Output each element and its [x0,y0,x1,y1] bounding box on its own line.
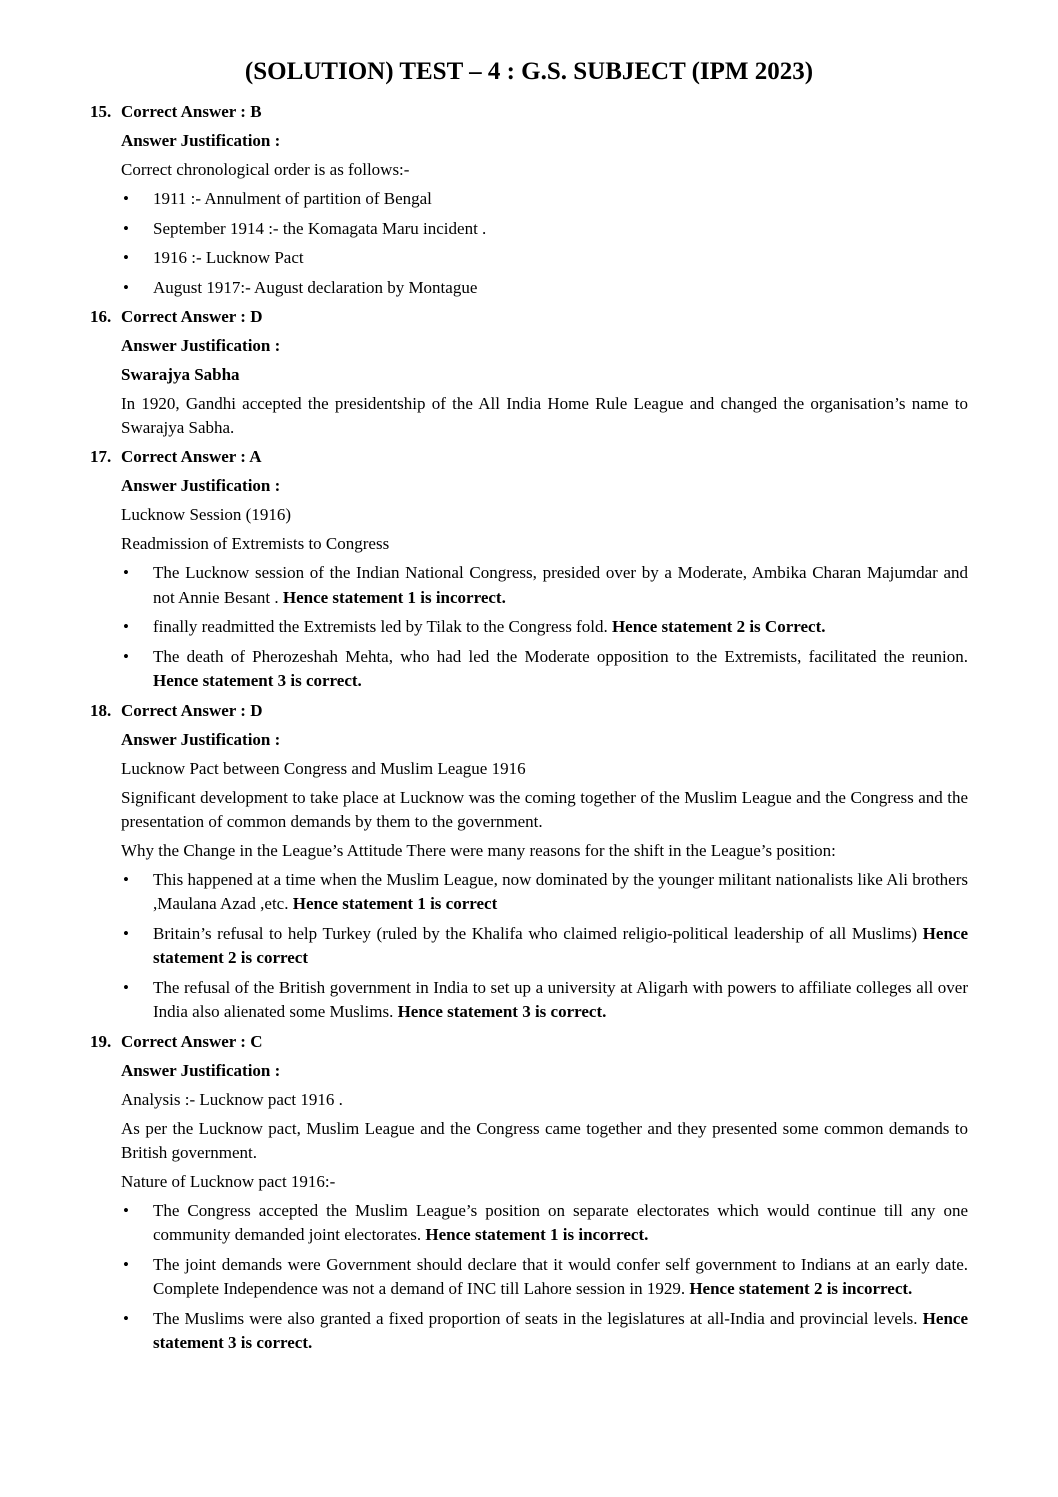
question-number: 19. [90,1031,112,1051]
bullet-text: The death of Pherozeshah Mehta, who had led the Moderate opposition to the Extremists, facilitated the reunion. [153,646,968,666]
bullet-conclusion: Hence statement 3 is correct. [397,1002,607,1021]
correct-answer: Correct Answer : D [121,700,263,720]
answer-body [121,334,968,440]
bullet-conclusion: Hence statement 1 is correct [292,894,498,913]
paragraph: Analysis :- Lucknow pact 1916 . [121,1089,343,1109]
question-list [90,100,968,1356]
page-title: (SOLUTION) TEST – 4 : G.S. SUBJECT (IPM 2023) [244,58,814,85]
bullet-item [121,922,968,971]
correct-answer-heading [90,699,968,723]
bullet-text: Britain’s refusal to help Turkey (ruled by the Khalifa who claimed religio-political leadership of all Muslims) [153,923,923,943]
bullet-item [121,868,968,917]
bullet-conclusion: Hence statement 2 is Correct. [611,617,826,636]
bullet-list [121,1199,968,1356]
question-17 [90,445,968,694]
bullet-conclusion: Hence statement 2 is correct [153,923,968,967]
bullet-list [121,187,968,300]
bullet-conclusion: Hence statement 3 is correct. [153,1308,968,1352]
paragraph: Lucknow Session (1916) [121,505,291,524]
bullet-icon: • [123,248,129,267]
correct-answer-heading [90,1030,968,1054]
bullet-list [121,561,968,694]
question-number: 15. [90,102,112,121]
bullet-icon: • [123,277,129,297]
answer-body [121,129,968,300]
bullet-icon: • [123,563,129,582]
bullet-icon: • [123,1308,129,1328]
paragraph: Significant development to take place at Lucknow was the coming together of the Muslim League and the Congress and the presentation of common demands by them to the government. [121,787,968,831]
paragraph: Correct chronological order is as follows:- [121,160,410,179]
bullet-text: September 1914 :- the Komagata Maru incident . [153,218,487,238]
question-18 [90,699,968,1025]
bullet-icon: • [123,1254,129,1274]
correct-answer: Correct Answer : C [121,1031,263,1051]
justification-label: Answer Justification : [121,476,281,495]
answer-body [121,1059,968,1356]
bullet-item [121,1199,968,1248]
bullet-item [121,976,968,1025]
bullet-text: 1916 :- Lucknow Pact [153,248,304,267]
bullet-text: The Muslims were also granted a fixed proportion of seats in the legislatures at all-India and provincial levels. [153,1308,923,1328]
paragraph: In 1920, Gandhi accepted the presidentship of the All India Home Rule League and changed the organisation’s name to Swarajya Sabha. [121,394,968,437]
bullet-icon: • [123,189,129,208]
bullet-conclusion: Hence statement 1 is incorrect. [425,1225,649,1244]
paragraph: Lucknow Pact between Congress and Muslim League 1916 [121,758,526,778]
bullet-item [121,645,968,694]
bullet-text: This happened at a time when the Muslim League, now dominated by the younger militant nationalists like Ali brothers ,Maulana Azad ,etc. [153,869,968,913]
bullet-text: The Lucknow session of the Indian National Congress, presided over by a Moderate, Ambika Charan Majumdar and not Annie Besant . [153,563,968,607]
paragraph: Nature of Lucknow pact 1916:- [121,1171,336,1191]
bullet-text: August 1917:- August declaration by Montague [153,277,478,297]
paragraph: Readmission of Extremists to Congress [121,534,390,553]
correct-answer-heading [90,305,968,329]
paragraph: Why the Change in the League’s Attitude There were many reasons for the shift in the League’s position: [121,840,836,860]
justification-label: Answer Justification : [121,131,281,150]
bullet-icon: • [123,1200,129,1220]
bullet-item [121,1307,968,1356]
bullet-item [121,1253,968,1302]
bullet-text: finally readmitted the Extremists led by Tilak to the Congress fold. [153,617,612,636]
bullet-item [121,276,968,301]
bullet-icon: • [123,869,129,889]
bullet-item [121,615,968,640]
bullet-conclusion: Hence statement 2 is incorrect. [689,1279,913,1298]
bullet-item [121,217,968,242]
correct-answer: Correct Answer : B [121,102,262,121]
correct-answer-heading [90,100,968,124]
bullet-item [121,246,968,271]
justification-label: Answer Justification : [121,1060,281,1080]
bullet-icon: • [123,977,129,997]
correct-answer: Correct Answer : A [121,447,262,466]
answer-body [121,728,968,1025]
question-number: 17. [90,447,112,466]
paragraph: As per the Lucknow pact, Muslim League and the Congress came together and they presented some common demands to British government. [121,1118,968,1162]
question-19 [90,1030,968,1356]
question-16 [90,305,968,440]
bullet-icon: • [123,646,129,666]
bullet-text: The joint demands were Government should declare that it would confer self government to Indians at an early date. Complete Independence was not a demand of INC till Lahore session in 1929. [153,1254,968,1298]
answer-body [121,474,968,694]
bullet-item [121,561,968,610]
justification-label: Answer Justification : [121,336,281,355]
bullet-item [121,187,968,212]
bullet-icon: • [123,923,129,943]
correct-answer: Correct Answer : D [121,307,263,326]
bullet-text: The refusal of the British government in India to set up a university at Aligarh with powers to affiliate colleges all over India also alienated some Muslims. [153,977,968,1021]
bullet-icon: • [123,218,129,238]
bullet-text: The Congress accepted the Muslim League’s position on separate electorates which would continue till any one community demanded joint electorates. [153,1200,968,1244]
justification-label: Answer Justification : [121,729,281,749]
bullet-conclusion: Hence statement 3 is correct. [153,671,362,690]
bullet-icon: • [123,617,129,636]
correct-answer-heading [90,445,968,469]
question-15 [90,100,968,300]
bullet-list [121,868,968,1025]
question-number: 18. [90,700,112,720]
bullet-text: 1911 :- Annulment of partition of Bengal [153,189,432,208]
question-number: 16. [90,307,112,326]
paragraph: Swarajya Sabha [121,365,240,384]
bullet-conclusion: Hence statement 1 is incorrect. [282,587,506,607]
